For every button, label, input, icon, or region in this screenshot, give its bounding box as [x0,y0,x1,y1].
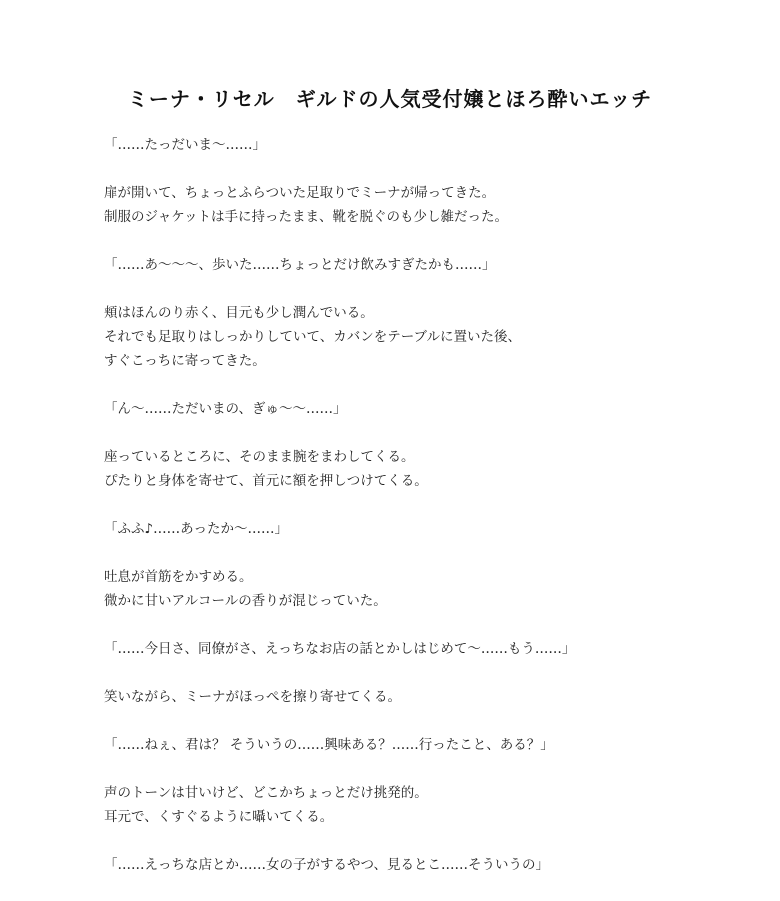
text-line: 「……えっちな店とか……女の子がするやつ、見るとこ……そういうの」 [104,857,549,873]
dialogue-paragraph [104,133,744,157]
narration-paragraph [104,445,744,493]
dialogue-paragraph [104,637,744,661]
text-line: 笑いながら、ミーナがほっぺを擦り寄せてくる。 [104,689,401,705]
dialogue-paragraph [104,517,744,541]
dialogue-paragraph [104,733,744,757]
narration-paragraph [104,181,744,229]
dialogue-paragraph [104,397,744,421]
text-line: 微かに甘いアルコールの香りが混じっていた。 [104,593,387,609]
text-line: 吐息が首筋をかすめる。 [104,569,253,585]
text-line: 「ふふ♪……あったか〜……」 [104,521,288,537]
text-line: 「……あ〜〜〜、歩いた……ちょっとだけ飲みすぎたかも……」 [104,257,496,273]
narration-paragraph [104,781,744,829]
text-line: 「……たっだいま〜……」 [104,137,266,153]
text-line: 「……ねぇ、君は？ そういうの……興味ある？……行ったこと、ある？」 [104,737,554,753]
text-line: 扉が開いて、ちょっとふらついた足取りでミーナが帰ってきた。 [104,185,496,201]
document-body [104,133,744,901]
narration-paragraph [104,301,744,373]
text-line: 頬はほんのり赤く、目元も少し潤んでいる。 [104,305,374,321]
text-line: 声のトーンは甘いけど、どこかちょっとだけ挑発的。 [104,785,428,801]
text-line: 座っているところに、そのまま腕をまわしてくる。 [104,449,415,465]
text-line: ぴたりと身体を寄せて、首元に額を押しつけてくる。 [104,473,428,489]
text-line: 耳元で、くすぐるように囁いてくる。 [104,809,334,825]
narration-paragraph [104,685,744,709]
text-line: 制服のジャケットは手に持ったまま、靴を脱ぐのも少し雑だった。 [104,209,509,225]
text-line: すぐこっちに寄ってきた。 [104,353,266,369]
narration-paragraph [104,565,744,613]
document-title: ミーナ・リセル ギルドの人気受付嬢とほろ酔いエッチ [127,87,653,112]
text-line: 「ん〜……ただいまの、ぎゅ〜〜……」 [104,401,347,417]
dialogue-paragraph [104,253,744,277]
dialogue-paragraph [104,853,744,877]
text-line: それでも足取りはしっかりしていて、カバンをテーブルに置いた後、 [104,329,522,345]
text-line: 「……今日さ、同僚がさ、えっちなお店の話とかしはじめて〜……もう……」 [104,641,576,657]
